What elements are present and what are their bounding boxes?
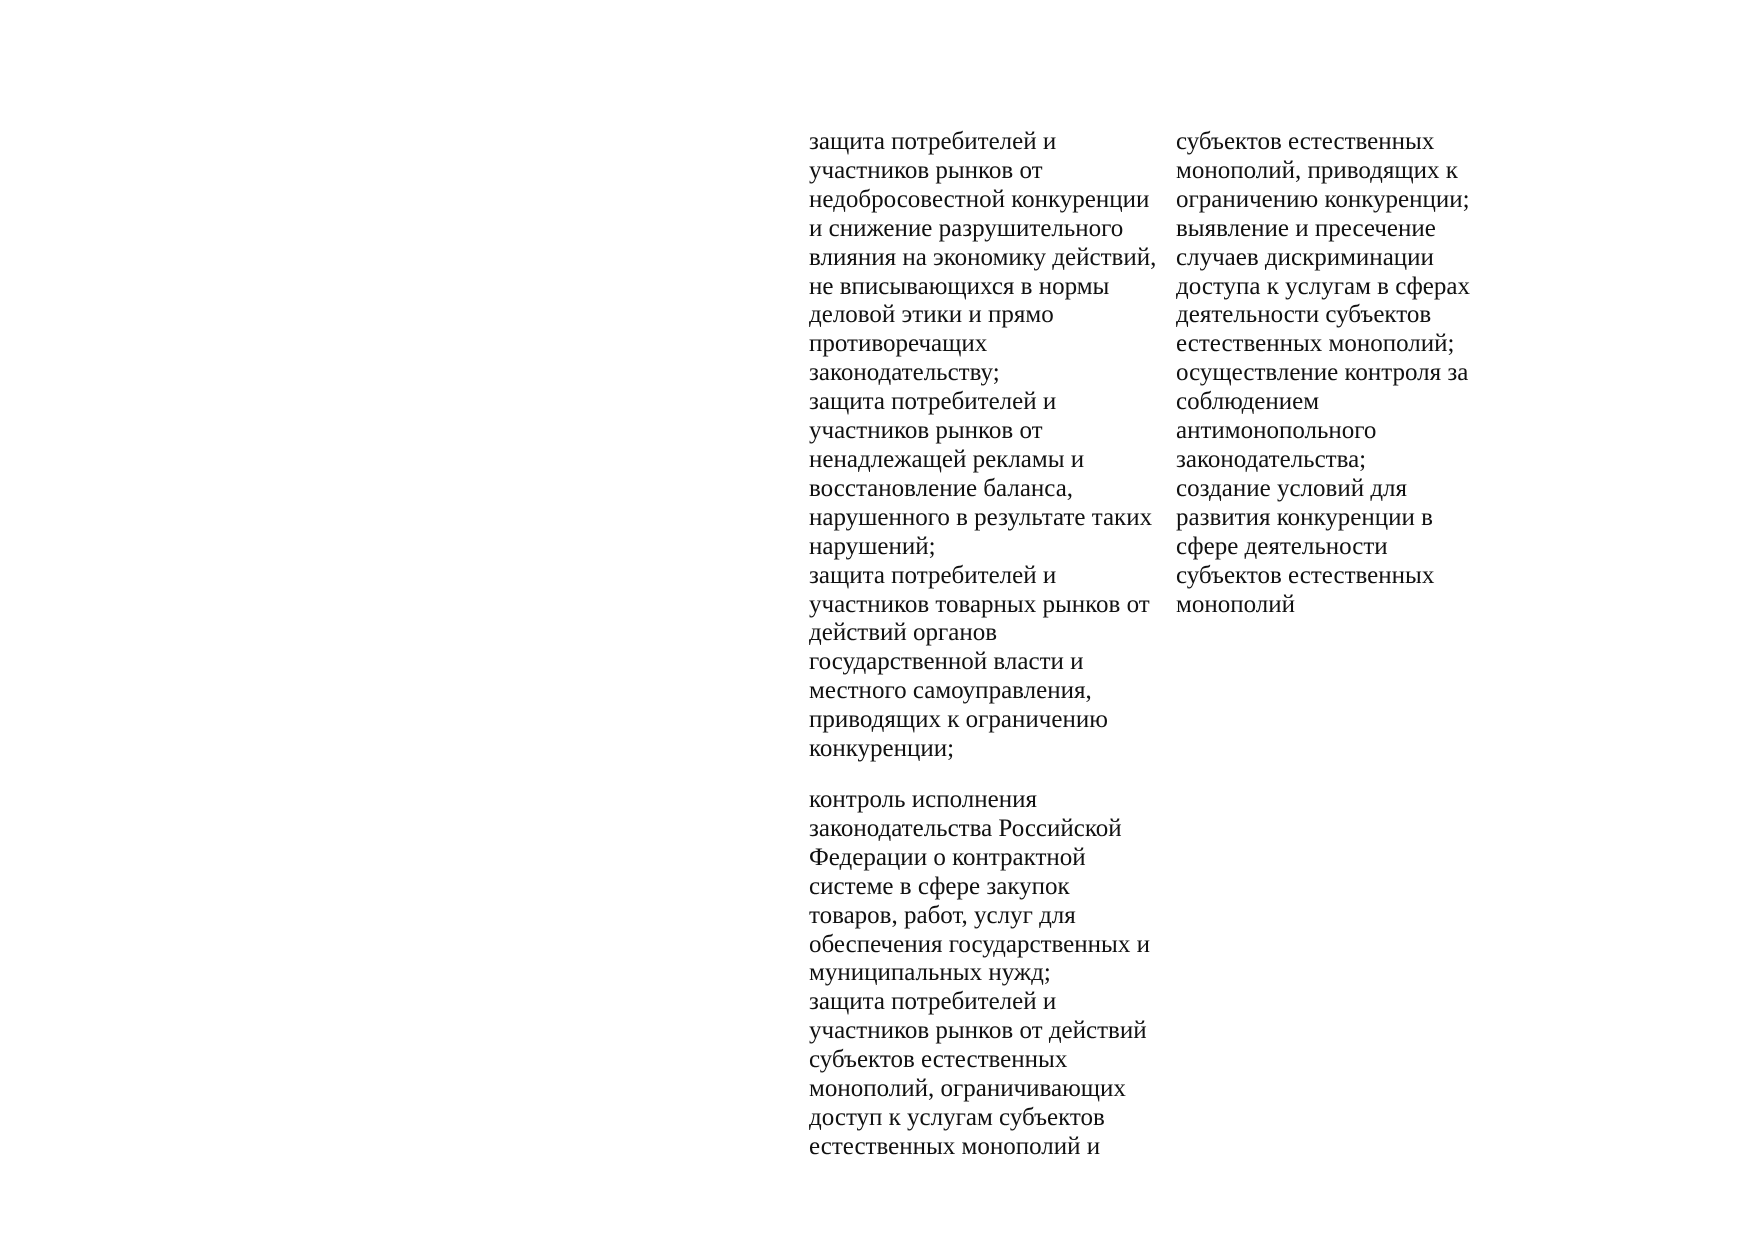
text-line: создание условий для — [1176, 474, 1408, 502]
text-line: выявление и пресечение — [1176, 214, 1436, 242]
text-line: участников товарных рынков от — [809, 590, 1150, 618]
text-line: недобросовестной конкуренции — [809, 185, 1150, 213]
text-line: ограничению конкуренции; — [1176, 185, 1470, 213]
text-line: доступ к услугам субъектов — [809, 1103, 1105, 1131]
text-line: восстановление баланса, — [809, 474, 1074, 502]
text-line: обеспечения государственных и — [809, 930, 1150, 958]
text-line: влияния на экономику действий, — [809, 243, 1157, 271]
text-line: государственной власти и — [809, 648, 1084, 676]
right-column — [1176, 128, 1470, 619]
text-line: защита потребителей и — [809, 988, 1057, 1016]
text-line: субъектов естественных — [1176, 561, 1435, 589]
text-line: противоречащих — [809, 330, 988, 358]
text-line: субъектов естественных — [809, 1046, 1068, 1074]
text-line: монополий, ограничивающих — [809, 1075, 1126, 1103]
text-line: участников рынков от — [809, 417, 1043, 445]
text-line: развития конкуренции в — [1176, 503, 1433, 531]
text-line: антимонопольного — [1176, 417, 1377, 445]
text-line: монополий, приводящих к — [1176, 156, 1458, 184]
left-column-block-2 — [809, 786, 1150, 1162]
text-line: доступа к услугам в сферах — [1176, 272, 1470, 300]
text-line: действий органов — [809, 619, 998, 647]
text-line: законодательства; — [1176, 445, 1367, 473]
text-line: местного самоуправления, — [809, 677, 1092, 705]
text-line: участников рынков от действий — [809, 1017, 1147, 1045]
text-line: субъектов естественных — [1176, 128, 1435, 155]
text-line: защита потребителей и — [809, 561, 1057, 589]
left-column-block-1 — [809, 128, 1156, 764]
text-line: нарушений; — [809, 532, 936, 560]
text-line: нарушенного в результате таких — [809, 503, 1153, 531]
text-line: естественных монополий; — [1176, 330, 1455, 358]
text-line: монополий — [1176, 590, 1295, 618]
text-line: защита потребителей и — [809, 128, 1057, 155]
text-line: товаров, работ, услуг для — [809, 901, 1076, 929]
text-line: Федерации о контрактной — [809, 843, 1086, 871]
text-line: контроль исполнения — [809, 786, 1038, 813]
text-line: ненадлежащей рекламы и — [809, 445, 1085, 473]
text-line: соблюдением — [1176, 388, 1320, 416]
text-line: законодательства Российской — [809, 814, 1122, 842]
text-line: муниципальных нужд; — [809, 959, 1051, 987]
text-line: осуществление контроля за — [1176, 359, 1469, 387]
text-line: законодательству; — [809, 359, 1000, 387]
text-line: и снижение разрушительного — [809, 214, 1124, 242]
text-line: системе в сфере закупок — [809, 872, 1070, 900]
text-line: сфере деятельности — [1176, 532, 1388, 560]
text-line: конкуренции; — [809, 735, 955, 763]
text-line: приводящих к ограничению — [809, 706, 1108, 734]
text-line: защита потребителей и — [809, 388, 1057, 416]
text-line: деловой этики и прямо — [809, 301, 1054, 329]
text-line: деятельности субъектов — [1176, 301, 1432, 329]
text-line: естественных монополий и — [809, 1132, 1101, 1160]
text-line: случаев дискриминации — [1176, 243, 1434, 271]
text-line: не вписывающихся в нормы — [809, 272, 1110, 300]
text-line: участников рынков от — [809, 156, 1043, 184]
